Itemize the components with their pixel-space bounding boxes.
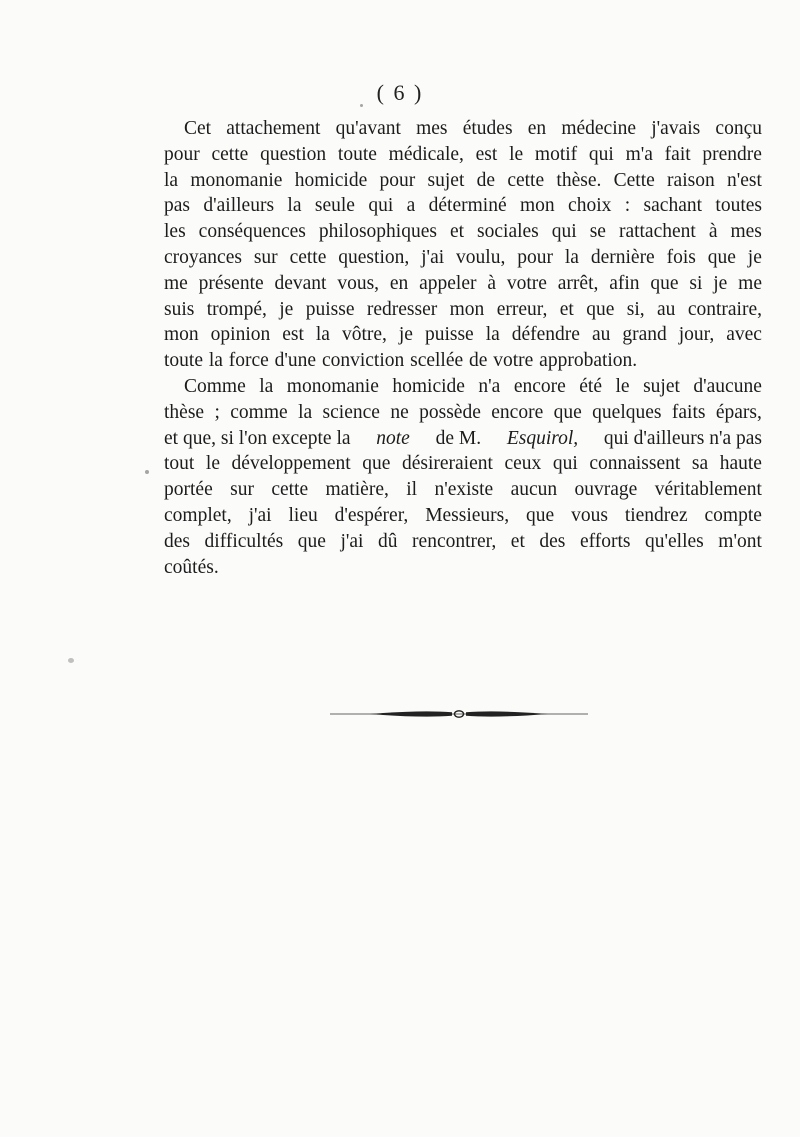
- word: attachement: [226, 118, 321, 139]
- word: prendre: [702, 143, 762, 165]
- word: avec: [726, 324, 762, 346]
- text-line: [164, 555, 762, 581]
- text-line: [164, 142, 762, 168]
- word: Messieurs,: [425, 504, 510, 526]
- word: voulu,: [456, 246, 506, 268]
- word: erreur,: [496, 298, 548, 320]
- word: difficultés: [204, 530, 284, 552]
- word: qu'avant: [335, 118, 401, 139]
- word: votre: [506, 272, 547, 294]
- note-line-before: et que, si l'on excepte la: [164, 427, 351, 449]
- word: conviction: [321, 350, 405, 372]
- word: à: [487, 272, 497, 294]
- word: pour: [164, 143, 200, 165]
- word: en: [527, 118, 547, 139]
- text-line: [164, 297, 762, 323]
- word: mon: [449, 298, 485, 320]
- word: dû: [378, 530, 398, 552]
- word: la: [259, 375, 274, 397]
- word: :: [624, 195, 631, 217]
- word: question: [260, 143, 327, 165]
- word: possède: [419, 401, 481, 423]
- word: qui: [552, 453, 578, 475]
- word: j'ai: [340, 530, 364, 552]
- word: faits: [671, 401, 706, 423]
- word: me: [164, 272, 188, 294]
- word: encore: [513, 375, 566, 397]
- text-line: [164, 400, 762, 426]
- word: des: [539, 530, 566, 552]
- word: vous: [571, 504, 608, 526]
- word: puisse: [305, 298, 355, 320]
- word: des: [164, 530, 190, 552]
- word: scellée: [410, 350, 464, 372]
- word: sur: [230, 479, 254, 501]
- word: la: [298, 401, 313, 423]
- word: que: [650, 272, 679, 294]
- word: efforts: [579, 530, 631, 552]
- word: ;: [214, 401, 220, 423]
- word: rattachent: [618, 221, 696, 243]
- word: coûtés.: [164, 556, 219, 578]
- word: haute: [719, 453, 762, 475]
- text-line: [164, 168, 762, 194]
- word: cette: [289, 246, 327, 268]
- word: de: [476, 169, 496, 191]
- word: conséquences: [198, 221, 306, 243]
- text-line: [164, 503, 762, 529]
- word: tiendrez: [624, 504, 688, 526]
- text-line: [164, 271, 762, 297]
- word: sujet: [643, 375, 680, 397]
- text-line: [164, 529, 762, 555]
- word: toute: [164, 350, 203, 372]
- word: aucun: [510, 479, 558, 501]
- word: vous,: [337, 272, 380, 294]
- word: que: [526, 504, 555, 526]
- word: défendre: [511, 324, 580, 346]
- word: contraire,: [687, 298, 762, 320]
- paragraph-1: [164, 116, 762, 374]
- word: cette: [271, 479, 309, 501]
- word: homicide: [294, 169, 368, 191]
- word: puisse: [424, 324, 474, 346]
- word: dernière: [590, 246, 655, 268]
- word: je: [713, 272, 728, 294]
- word: compte: [704, 504, 762, 526]
- word: été: [579, 375, 603, 397]
- word: que: [297, 530, 326, 552]
- note-line-after: qui d'ailleurs n'a pas: [603, 427, 762, 449]
- text-line: [164, 348, 762, 374]
- word: thèse.: [556, 169, 602, 191]
- word: la: [208, 350, 223, 372]
- word: force: [228, 350, 269, 372]
- word: quelques: [592, 401, 662, 423]
- word: j'ai: [248, 504, 272, 526]
- text-line: [164, 477, 762, 503]
- word: sujet: [427, 169, 465, 191]
- word: au: [591, 324, 611, 346]
- word: sociales: [477, 221, 539, 243]
- word: m'ont: [718, 530, 762, 552]
- word: et: [559, 298, 574, 320]
- word: se: [589, 221, 606, 243]
- word: présente: [198, 272, 264, 294]
- word: trompé,: [206, 298, 267, 320]
- word: raison: [667, 169, 715, 191]
- word: mes: [730, 221, 762, 243]
- text-line-with-note: [164, 426, 762, 452]
- word: est: [282, 324, 304, 346]
- word: complet,: [164, 504, 232, 526]
- text-line: [164, 374, 762, 400]
- text-line: [164, 116, 762, 142]
- word: grand: [622, 324, 667, 346]
- word: je: [279, 298, 294, 320]
- word: à: [708, 221, 718, 243]
- word: connaissent: [589, 453, 681, 475]
- word: je: [398, 324, 413, 346]
- text-line: [164, 451, 762, 477]
- word: appeler: [419, 272, 477, 294]
- body-text: [164, 116, 762, 580]
- ornamental-divider: [330, 704, 588, 724]
- word: les: [164, 221, 186, 243]
- word: en: [389, 272, 409, 294]
- word: que: [553, 401, 582, 423]
- word: qui: [588, 143, 614, 165]
- word: a: [406, 195, 416, 217]
- word: portée: [164, 479, 213, 501]
- word: d'aucune: [693, 375, 762, 397]
- word: comme: [230, 401, 288, 423]
- word: que: [362, 453, 391, 475]
- word: rencontrer,: [412, 530, 497, 552]
- word: opinion: [210, 324, 271, 346]
- word: pour: [379, 169, 416, 191]
- word: monomanie: [190, 169, 283, 191]
- word: arrêt,: [557, 272, 599, 294]
- word: développement: [231, 453, 351, 475]
- word: et: [510, 530, 525, 552]
- word: mes: [416, 118, 448, 139]
- word: thèse: [164, 401, 205, 423]
- word: de: [469, 350, 488, 372]
- word: afin: [609, 272, 640, 294]
- word: la: [164, 169, 179, 191]
- word: n'existe: [434, 479, 494, 501]
- word: mon: [164, 324, 199, 346]
- word: philosophiques: [318, 221, 437, 243]
- word: conçu: [715, 118, 762, 139]
- word: n'est: [726, 169, 762, 191]
- word: cette: [507, 169, 545, 191]
- word: approbation.: [539, 350, 638, 372]
- word: la: [315, 324, 330, 346]
- text-line: [164, 219, 762, 245]
- word: monomanie: [286, 375, 379, 397]
- word: ouvrage: [574, 479, 638, 501]
- word: Cette: [613, 169, 655, 191]
- word: la: [287, 195, 302, 217]
- word: la: [485, 324, 500, 346]
- word: et: [449, 221, 465, 243]
- word: médecine: [561, 118, 637, 139]
- word: qu'elles: [645, 530, 704, 552]
- word: déterminé: [428, 195, 507, 217]
- ink-speck: [68, 658, 74, 663]
- word: qui: [368, 195, 394, 217]
- word: véritablement: [654, 479, 762, 501]
- word: redresser: [366, 298, 438, 320]
- word: d'une: [274, 350, 317, 372]
- word: toute: [337, 143, 377, 165]
- word: cette: [211, 143, 249, 165]
- word: votre: [493, 350, 534, 372]
- word: mon: [520, 195, 555, 217]
- word: encore: [491, 401, 544, 423]
- word: motif: [534, 143, 578, 165]
- word: choix: [568, 195, 612, 217]
- word: le: [205, 453, 220, 475]
- text-line: [164, 193, 762, 219]
- word: si,: [626, 298, 645, 320]
- ink-speck: [360, 104, 363, 107]
- word: que: [707, 246, 736, 268]
- word: fois: [666, 246, 696, 268]
- word: suis: [164, 298, 195, 320]
- word: fait: [664, 143, 691, 165]
- word: que: [586, 298, 615, 320]
- author-name: Esquirol,: [506, 427, 579, 449]
- word: vôtre,: [341, 324, 387, 346]
- page-number: ( 6 ): [376, 80, 424, 105]
- word: science: [322, 401, 380, 423]
- text-line: [164, 322, 762, 348]
- word: Comme: [184, 375, 246, 397]
- word: d'espérer,: [334, 504, 409, 526]
- word: sur: [253, 246, 278, 268]
- word: matière,: [325, 479, 389, 501]
- word: pas: [164, 195, 190, 217]
- word: désireraient: [401, 453, 493, 475]
- word: est: [475, 143, 498, 165]
- word: si: [689, 272, 703, 294]
- paragraph-2: [164, 374, 762, 580]
- word: j'avais: [651, 118, 701, 139]
- word: me: [738, 272, 762, 294]
- word: question,: [338, 246, 410, 268]
- word: jour,: [678, 324, 715, 346]
- word: études: [462, 118, 513, 139]
- word: qui: [551, 221, 577, 243]
- word: ceux: [504, 453, 542, 475]
- word: Cet: [184, 118, 212, 139]
- word: le: [615, 375, 630, 397]
- word: pour: [517, 246, 553, 268]
- text-line: [164, 245, 762, 271]
- word: il: [406, 479, 418, 501]
- word: seule: [314, 195, 355, 217]
- word: épars,: [715, 401, 762, 423]
- word: d'ailleurs: [203, 195, 275, 217]
- word: médicale,: [388, 143, 464, 165]
- word: homicide: [392, 375, 465, 397]
- word: toutes: [715, 195, 762, 217]
- word: lieu: [288, 504, 318, 526]
- word: le: [509, 143, 524, 165]
- word: j'ai: [421, 246, 445, 268]
- ink-speck: [145, 470, 149, 474]
- word: tout: [164, 453, 195, 475]
- note-word: note: [376, 427, 410, 449]
- word: au: [657, 298, 676, 320]
- word: la: [564, 246, 579, 268]
- word: sachant: [643, 195, 703, 217]
- word: je: [747, 246, 762, 268]
- word: ne: [390, 401, 409, 423]
- word: sa: [691, 453, 709, 475]
- word: m'a: [625, 143, 653, 165]
- word: n'a: [478, 375, 501, 397]
- word: croyances: [164, 246, 242, 268]
- note-line-middle: de M.: [435, 427, 482, 449]
- word: devant: [274, 272, 327, 294]
